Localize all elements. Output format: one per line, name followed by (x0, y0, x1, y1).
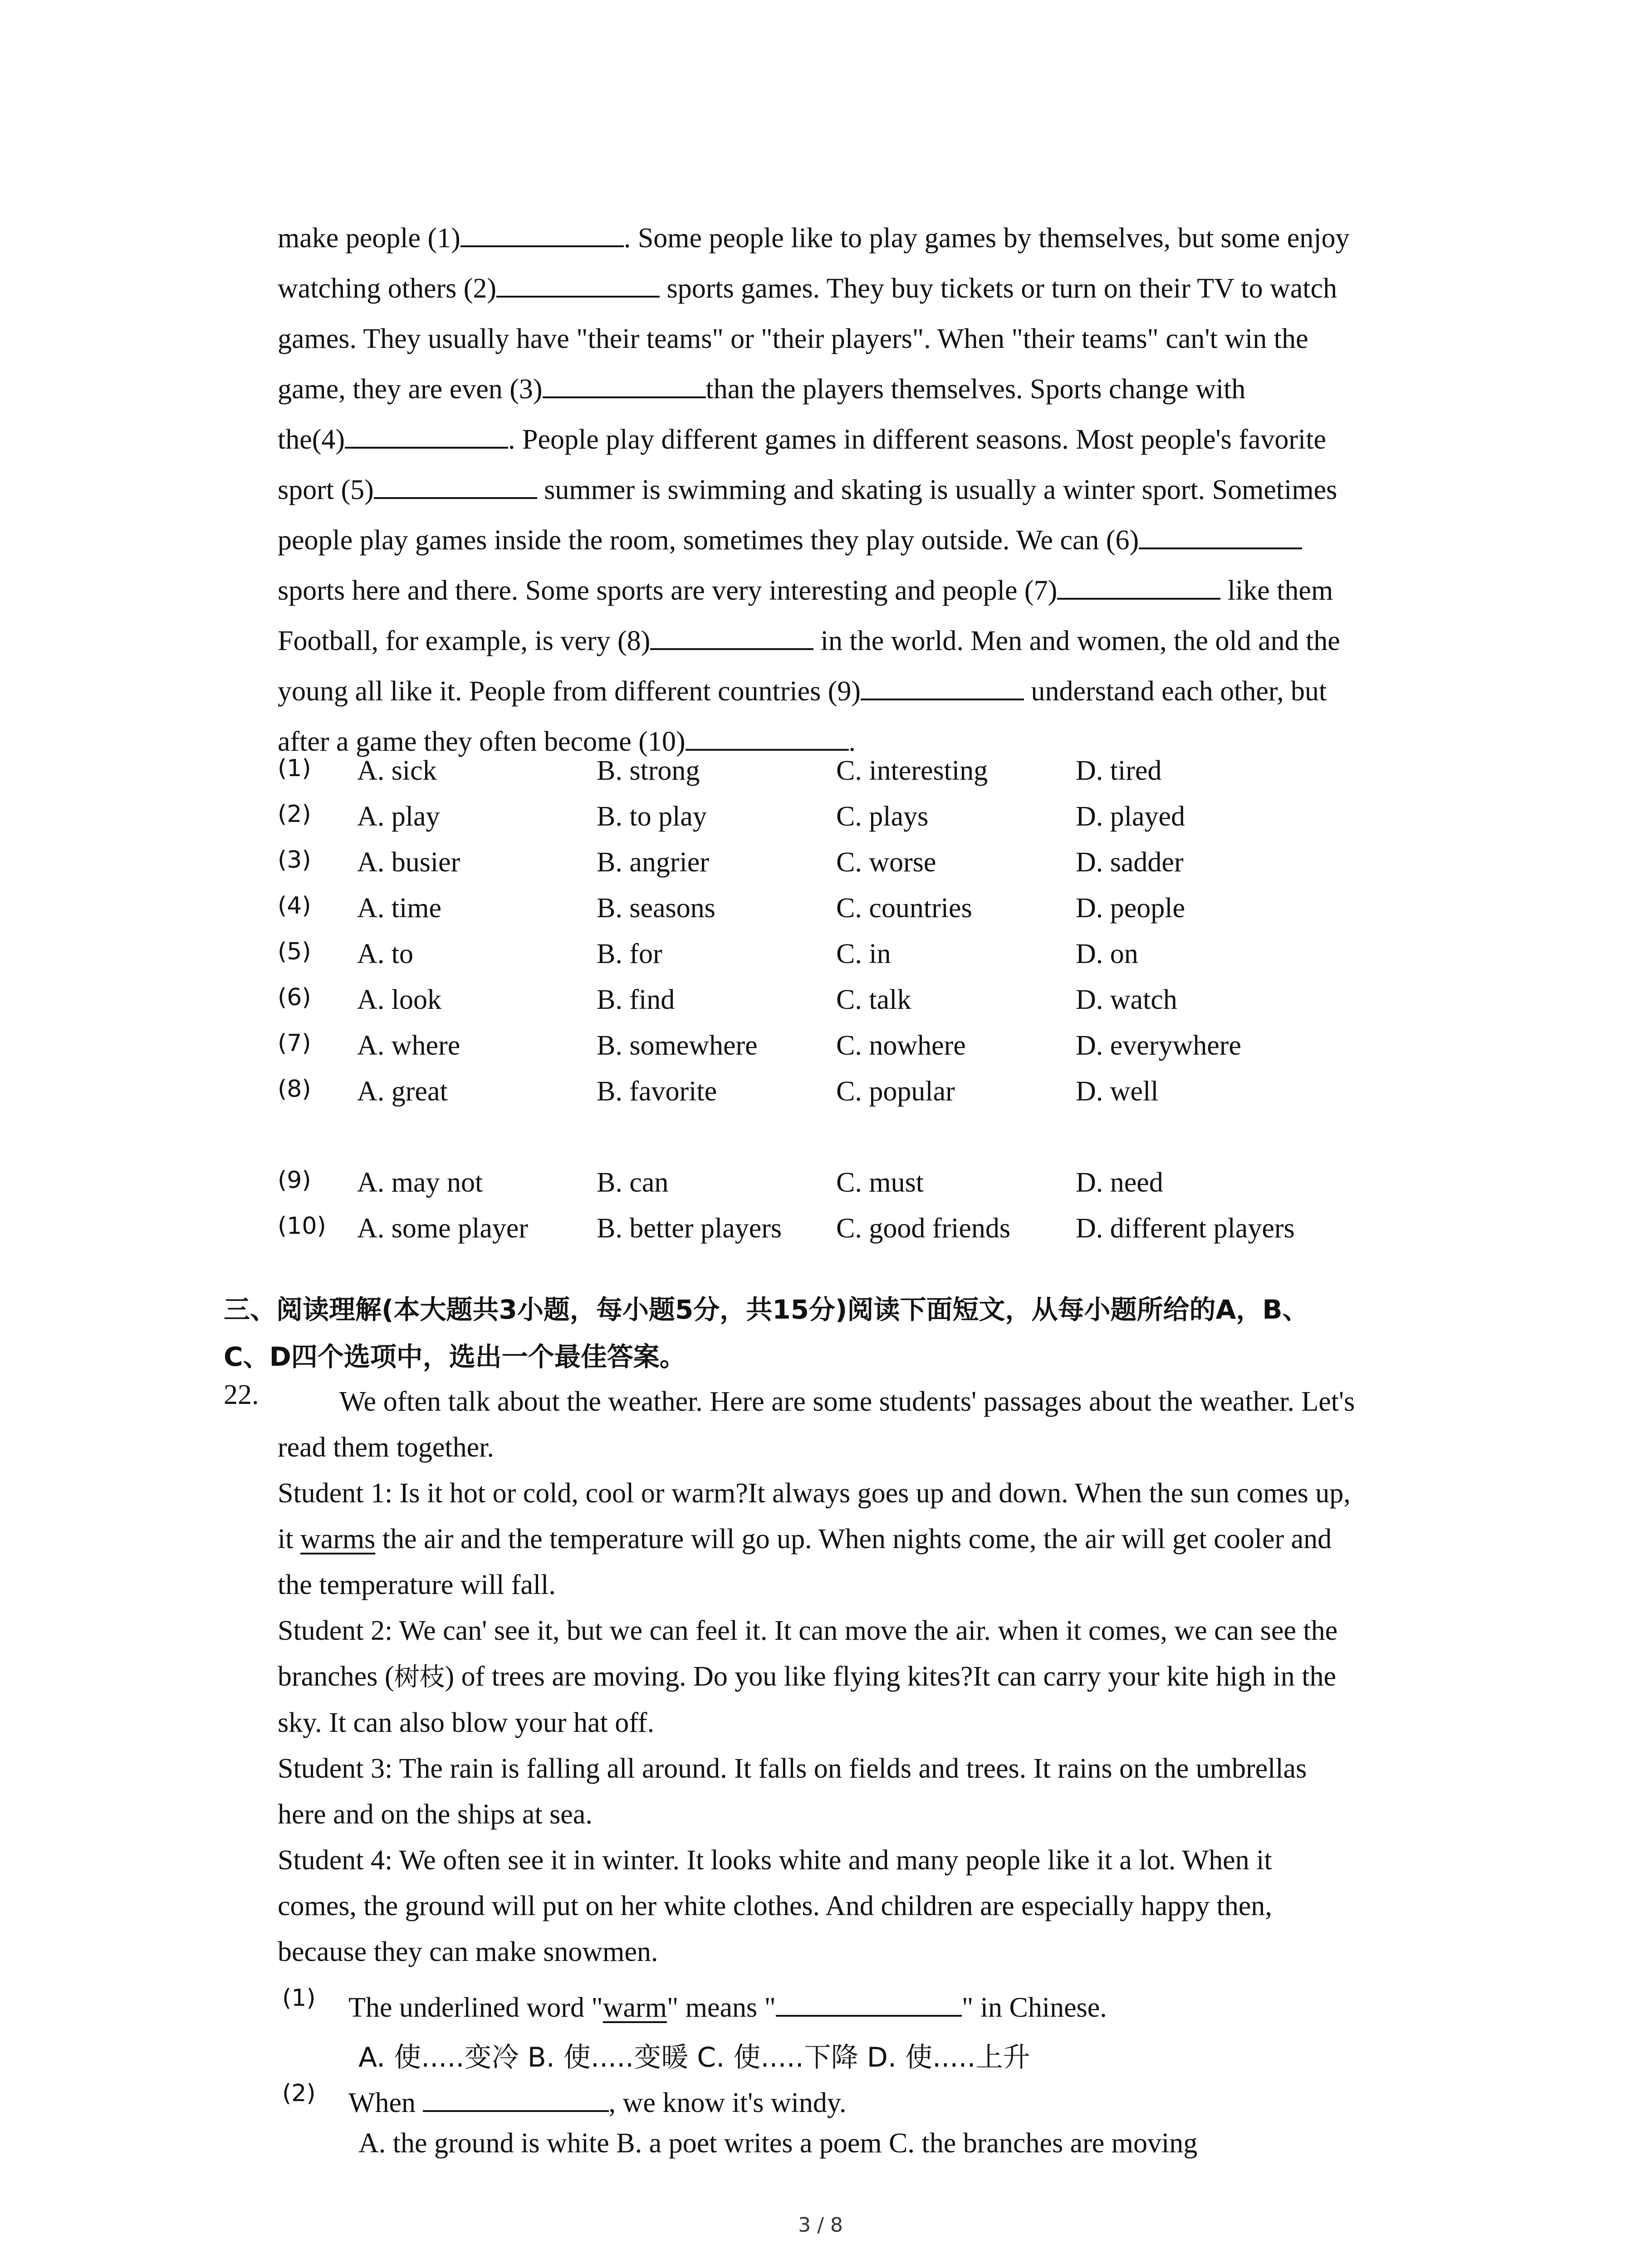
option-d[interactable]: D. different players (1076, 1213, 1295, 1244)
sub-question-1: The underlined word "warm" means " " in Chinese. (348, 1987, 1107, 2024)
passage-intro-1: We often talk about the weather. Here are some students' passages about the weather. Let's (339, 1386, 1355, 1417)
cloze-line-6: sport (5) summer is swimming and skating is usually a winter sport. Sometimes (278, 474, 1337, 505)
option-number: (8) (278, 1075, 311, 1103)
option-d[interactable]: D. people (1076, 893, 1185, 924)
option-a[interactable]: A. some player (357, 1213, 529, 1244)
blank-10[interactable] (686, 721, 849, 751)
option-c[interactable]: C. countries (836, 893, 972, 924)
option-row (278, 938, 1503, 983)
sub-question-2-options[interactable]: A. the ground is white B. a poet writes a poem C. the branches are moving (358, 2128, 1198, 2159)
option-d[interactable]: D. played (1076, 801, 1185, 832)
option-c[interactable]: C. in (836, 938, 891, 969)
underlined-word: warms (300, 1524, 376, 1554)
option-b[interactable]: B. can (597, 1167, 669, 1198)
answer-blank[interactable] (423, 2082, 609, 2112)
cloze-line-4: game, they are even (3) than the players themselves. Sports change with (278, 374, 1245, 405)
student-4-line-2: comes, the ground will put on her white clothes. And children are especially happy then, (278, 1891, 1272, 1921)
option-number: (2) (278, 801, 311, 828)
option-c[interactable]: C. interesting (836, 755, 988, 786)
option-a[interactable]: A. sick (357, 755, 437, 786)
blank-9[interactable] (861, 670, 1024, 700)
option-number: (6) (278, 984, 311, 1011)
option-row (278, 1167, 1503, 1212)
option-b[interactable]: B. to play (597, 801, 707, 832)
option-row (278, 801, 1503, 846)
blank-1[interactable] (460, 217, 624, 247)
blank-4[interactable] (345, 419, 508, 449)
option-row (278, 1075, 1503, 1121)
option-b[interactable]: B. find (597, 984, 675, 1015)
student-4-line-1: Student 4: We often see it in winter. It looks white and many people like it a lot. When it (278, 1845, 1272, 1876)
option-d[interactable]: D. everywhere (1076, 1030, 1241, 1061)
option-a[interactable]: A. where (357, 1030, 460, 1061)
student-3-line-2: here and on the ships at sea. (278, 1799, 593, 1830)
option-b[interactable]: B. better players (597, 1213, 782, 1244)
option-b[interactable]: B. seasons (597, 893, 715, 924)
option-c[interactable]: C. must (836, 1167, 924, 1198)
underlined-word: warm (603, 1992, 667, 2023)
blank-2[interactable] (496, 268, 660, 298)
student-2-line-2: branches (树枝) of trees are moving. Do you like flying kites?It can carry your kite high in the (278, 1661, 1336, 1692)
option-c[interactable]: C. plays (836, 801, 929, 832)
sub-question-number: (2) (282, 2080, 316, 2107)
blank-7[interactable] (1057, 570, 1220, 600)
blank-3[interactable] (543, 368, 706, 398)
option-c[interactable]: C. good friends (836, 1213, 1011, 1244)
passage-intro-2: read them together. (278, 1432, 494, 1463)
sub-question-number: (1) (282, 1984, 316, 2012)
option-number: (4) (278, 892, 311, 919)
page-number: 3 / 8 (798, 2214, 843, 2237)
option-b[interactable]: B. favorite (597, 1076, 717, 1107)
option-row (278, 846, 1503, 892)
student-3-line-1: Student 3: The rain is falling all around. It falls on fields and trees. It rains on the umbrellas (278, 1753, 1307, 1784)
option-row (278, 984, 1503, 1029)
student-4-line-3: because they can make snowmen. (278, 1936, 658, 1967)
option-d[interactable]: D. well (1076, 1076, 1159, 1107)
reading-passage (278, 1379, 1469, 1975)
option-number: (7) (278, 1030, 311, 1057)
question-number: 22. (224, 1379, 259, 1410)
option-c[interactable]: C. talk (836, 984, 911, 1015)
option-row (278, 755, 1503, 800)
answer-blank[interactable] (776, 1987, 962, 2017)
section-heading (224, 1286, 1462, 1380)
cloze-line-10: young all like it. People from different countries (9) understand each other, but (278, 676, 1327, 707)
option-number: (5) (278, 938, 311, 965)
option-d[interactable]: D. watch (1076, 984, 1177, 1015)
student-1-line-1: Student 1: Is it hot or cold, cool or warm?It always goes up and down. When the sun comes up, (278, 1478, 1351, 1509)
option-number: (1) (278, 755, 311, 782)
cloze-line-7: people play games inside the room, sometimes they play outside. We can (6) (278, 525, 1302, 556)
option-a[interactable]: A. to (357, 938, 413, 969)
option-a[interactable]: A. look (357, 984, 441, 1015)
cloze-passage (278, 213, 1462, 767)
option-d[interactable]: D. sadder (1076, 847, 1184, 878)
sub-question-1-options[interactable]: A. 使.....变冷 B. 使.....变暖 C. 使.....下降 D. 使.....上升 (358, 2042, 1030, 2073)
cloze-line-3: games. They usually have "their teams" or "their players". When "their teams" can't win the (278, 323, 1308, 354)
option-a[interactable]: A. may not (357, 1167, 483, 1198)
cloze-line-2: watching others (2) sports games. They buy tickets or turn on their TV to watch (278, 273, 1337, 304)
student-2-line-1: Student 2: We can' see it, but we can feel it. It can move the air. when it comes, we can see the (278, 1615, 1338, 1646)
option-row (278, 1212, 1503, 1258)
option-a[interactable]: A. busier (357, 847, 460, 878)
cloze-line-8: sports here and there. Some sports are very interesting and people (7) like them (278, 575, 1333, 606)
option-b[interactable]: B. for (597, 938, 662, 969)
option-d[interactable]: D. need (1076, 1167, 1163, 1198)
cloze-line-5: the(4) . People play different games in different seasons. Most people's favorite (278, 424, 1326, 455)
option-d[interactable]: D. tired (1076, 755, 1162, 786)
student-1-line-3: the temperature will fall. (278, 1569, 556, 1600)
chinese-gloss: 树枝 (394, 1662, 445, 1692)
option-number: (3) (278, 846, 311, 874)
student-1-line-2: it warms the air and the temperature will go up. When nights come, the air will get cooler and (278, 1524, 1332, 1554)
option-b[interactable]: B. angrier (597, 847, 709, 878)
option-a[interactable]: A. play (357, 801, 440, 832)
option-number: (9) (278, 1167, 311, 1194)
cloze-line-11: after a game they often become (10) . (278, 726, 856, 757)
blank-6[interactable] (1139, 519, 1302, 549)
option-b[interactable]: B. strong (597, 755, 700, 786)
cloze-line-9: Football, for example, is very (8) in the world. Men and women, the old and the (278, 626, 1340, 656)
section-heading-line-2: C、D四个选项中，选出一个最佳答案。 (224, 1341, 686, 1372)
blank-8[interactable] (650, 620, 813, 650)
blank-5[interactable] (374, 469, 537, 499)
option-a[interactable]: A. time (357, 893, 441, 924)
option-row (278, 892, 1503, 938)
option-d[interactable]: D. on (1076, 938, 1138, 969)
sub-question-2: When , we know it's windy. (348, 2082, 846, 2119)
option-c[interactable]: C. popular (836, 1076, 955, 1107)
option-row (278, 1030, 1503, 1075)
option-b[interactable]: B. somewhere (597, 1030, 758, 1061)
option-number: (10) (278, 1212, 326, 1240)
option-a[interactable]: A. great (357, 1076, 448, 1107)
section-heading-line-1: 三、阅读理解(本大题共3小题，每小题5分，共15分)阅读下面短文，从每小题所给的A，B、 (224, 1294, 1309, 1325)
cloze-line-1: make people (1) . Some people like to play games by themselves, but some enjoy (278, 223, 1349, 254)
student-2-line-3: sky. It can also blow your hat off. (278, 1707, 654, 1738)
option-c[interactable]: C. worse (836, 847, 936, 878)
option-c[interactable]: C. nowhere (836, 1030, 966, 1061)
